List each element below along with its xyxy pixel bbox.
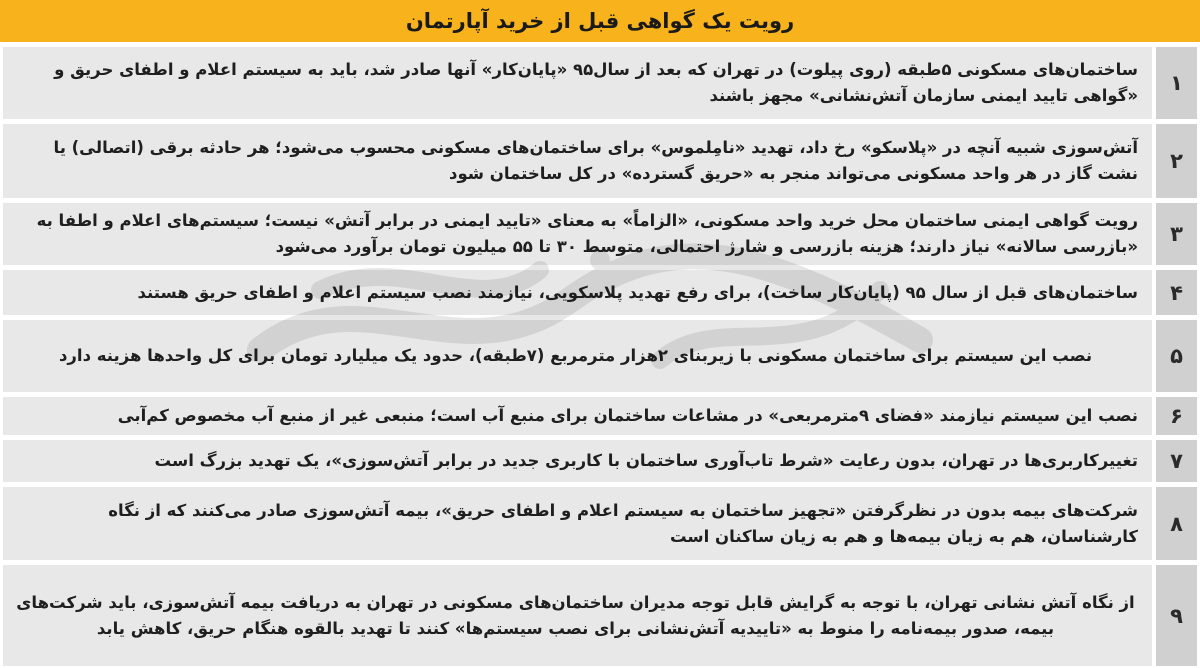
table-row — [3, 203, 1197, 265]
row-number: ۵ — [1170, 344, 1183, 368]
row-text-cell — [3, 397, 1152, 435]
row-text: آتش‌سوزی شبیه آنچه در «پلاسکو» رخ داد، تهدید «نامِلموس» برای ساختمان‌های مسکونی محسوب می‌شود؛ هر حادثه برقی (اتصالی) یا نشت گاز در هر واحد مسکونی می‌تواند منجر به «حریق گسترده» در کل ساختمان شود — [53, 138, 1138, 183]
row-number: ۶ — [1170, 404, 1183, 428]
table-row — [3, 124, 1197, 198]
row-text-cell — [3, 440, 1152, 482]
row-text-cell — [3, 487, 1152, 560]
row-text: نصب این سیستم برای ساختمان مسکونی با زیربنای ۲هزار مترمربع (۷طبقه)، حدود یک میلیارد تومان برای کل واحدها هزینه دارد — [58, 346, 1093, 365]
row-number-cell — [1156, 47, 1197, 119]
row-text: ساختمان‌های مسکونی ۵طبقه (روی پیلوت) در تهران که بعد از سال۹۵ «پایان‌کار» آنها صادر شد، باید به سیستم اعلام و اطفای حریق و «گواهی تایید ایمنی سازمان آتش‌نشانی» مجهز باشند — [54, 60, 1138, 105]
table-row — [3, 440, 1197, 482]
row-number-cell — [1156, 565, 1197, 666]
table-row — [3, 397, 1197, 435]
row-number: ۲ — [1170, 149, 1183, 173]
page-title: رویت یک گواهی قبل از خرید آپارتمان — [405, 9, 795, 33]
row-number-cell — [1156, 203, 1197, 265]
table-row — [3, 47, 1197, 119]
row-text-cell — [3, 124, 1152, 198]
row-number-cell — [1156, 440, 1197, 482]
row-text-cell — [3, 203, 1152, 265]
table-row — [3, 565, 1197, 666]
row-text-cell — [3, 565, 1152, 666]
row-number: ۹ — [1170, 603, 1183, 628]
row-number-cell — [1156, 397, 1197, 435]
title-banner — [0, 0, 1200, 42]
row-text: ساختمان‌های قبل از سال ۹۵ (پایان‌کار ساخت)، برای رفع تهدید پلاسکویی، نیازمند نصب سیستم اعلام و اطفای حریق هستند — [137, 282, 1138, 302]
row-number-cell — [1156, 270, 1197, 315]
row-number: ۴ — [1170, 280, 1183, 305]
row-number: ۱ — [1170, 71, 1183, 95]
row-number-cell — [1156, 320, 1197, 392]
row-number: ۸ — [1170, 511, 1183, 536]
row-text-cell — [3, 47, 1152, 119]
table-row — [3, 270, 1197, 315]
row-number: ۷ — [1170, 449, 1183, 473]
row-text-cell — [3, 270, 1152, 315]
table-row — [3, 487, 1197, 560]
row-number-cell — [1156, 124, 1197, 198]
row-text: شرکت‌های بیمه بدون در نظرگرفتن «تجهیز ساختمان به سیستم اعلام و اطفای حریق»، بیمه آتش‌سوزی صادر می‌کنند که از نگاه کارشناسان، هم به زیان بیمه‌ها و هم به زیان ساکنان است — [108, 500, 1138, 546]
row-text: نصب این سیستم نیازمند «فضای ۹مترمربعی» در مشاعات ساختمان برای منبع آب است؛ منبعی غیر از منبع آب مخصوص کم‌آبی — [117, 406, 1138, 425]
row-text: تغییرکاربری‌ها در تهران، بدون رعایت «شرط تاب‌آوری ساختمان با کاربری جدید در برابر آتش‌سوزی»، یک تهدید بزرگ است — [154, 451, 1138, 470]
row-number: ۳ — [1170, 222, 1183, 246]
row-text: از نگاه آتش نشانی تهران، با توجه به گرایش قابل توجه مدیران ساختمان‌های مسکونی در تهران به دریافت بیمه آتش‌سوزی، باید شرکت‌های بیمه، صدور بیمه‌نامه را منوط به «تاییدیه آتش‌نشانی برای نصب سیستم‌ها» کنند تا تهدید بالقوه هنگام حریق، کاهش یابد — [16, 592, 1135, 638]
row-number-cell — [1156, 487, 1197, 560]
table-row — [3, 320, 1197, 392]
row-text-cell — [3, 320, 1152, 392]
row-text: رویت گواهی ایمنی ساختمان محل خرید واحد مسکونی، «الزاماً» به معنای «تایید ایمنی در برابر آتش» نیست؛ سیستم‌های اعلام و اطفا به «بازرسی سالانه» نیاز دارند؛ هزینه بازرسی و شارژ احتمالی، متوسط ۳۰ تا ۵۵ میلیون تومان برآورد می‌شود — [36, 211, 1138, 256]
